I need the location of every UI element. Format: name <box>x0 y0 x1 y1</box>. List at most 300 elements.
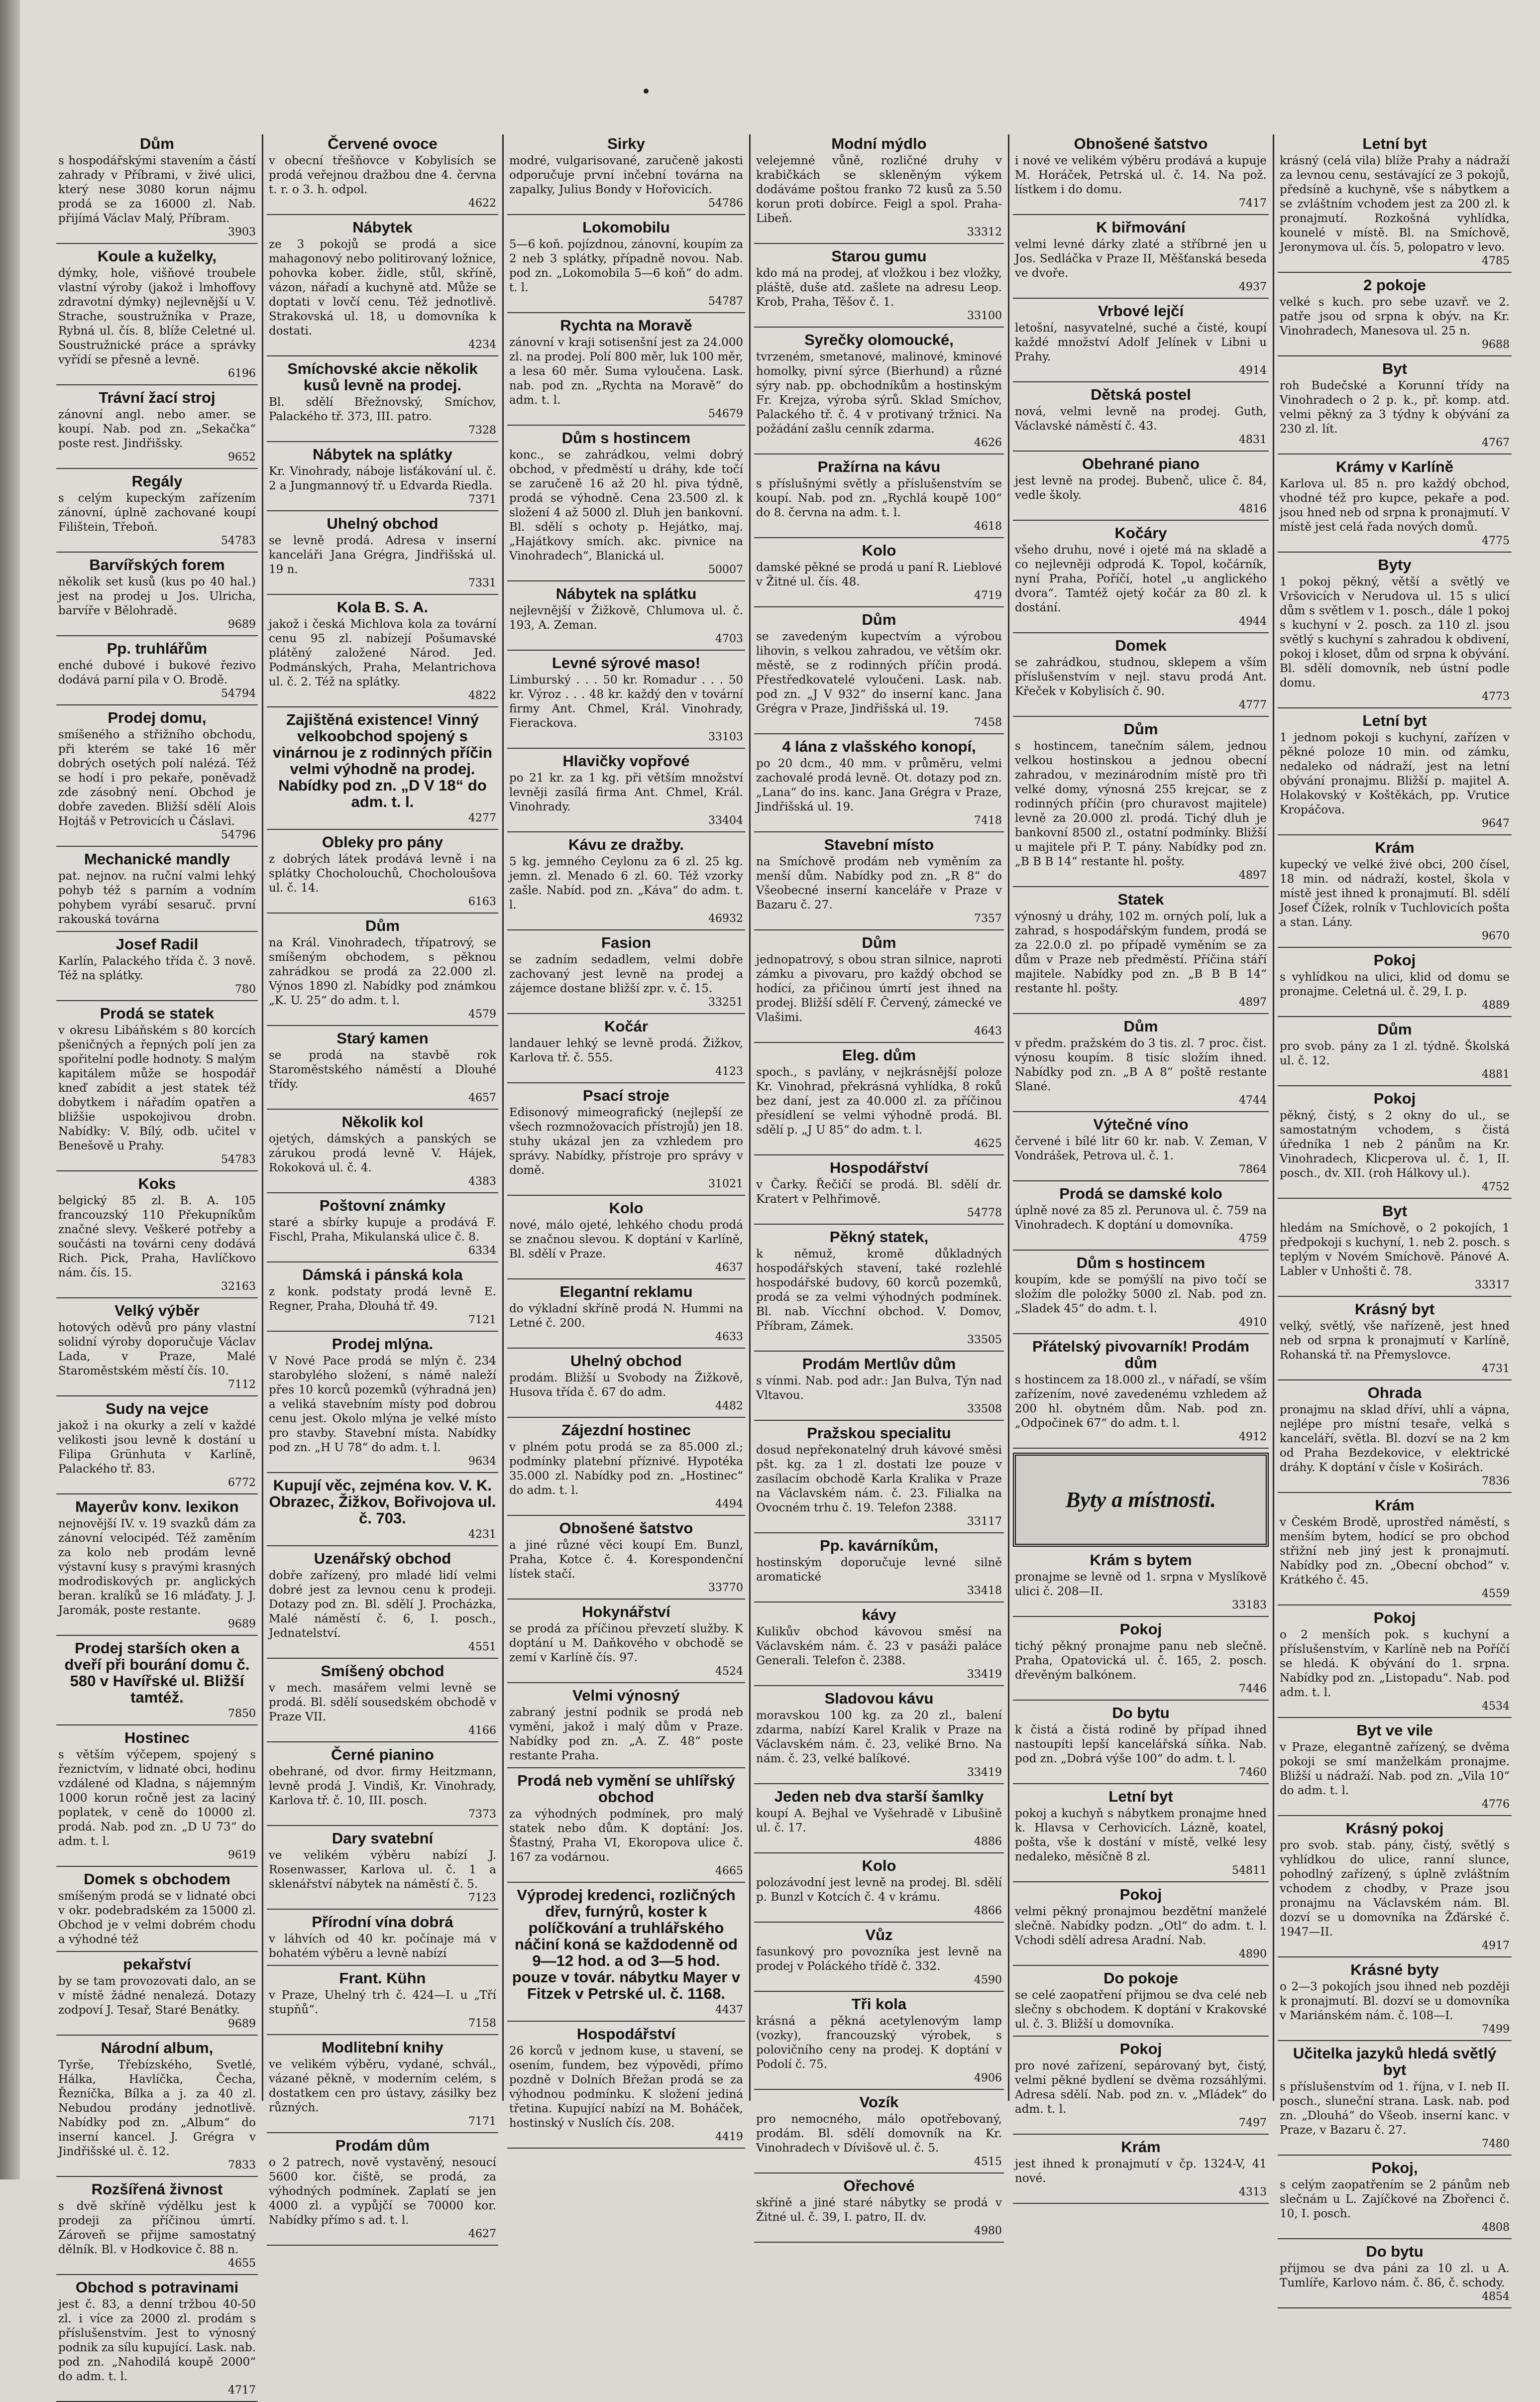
ad-heading: Sirky <box>607 135 645 152</box>
classified-ad <box>507 1199 745 1279</box>
ad-body: s celým kupeckým zařízením zánovní, úplně zachované koupí Filištein, Třeboň. <box>58 492 256 534</box>
ad-reference-number: 7121 <box>468 1314 496 1326</box>
ad-reference-number: 4231 <box>468 1528 496 1541</box>
classified-ad <box>754 835 1004 930</box>
ad-heading: Koks <box>138 1175 176 1192</box>
ad-body: zabraný jestní podnik se prodá neb vymění, jakož i malý dům v Praze. Nabídky pod zn. „A. Z. 48“ poste restante Praha. <box>509 1706 743 1762</box>
classified-ad <box>754 1424 1004 1533</box>
ad-body: Limburský . . . 50 kr. Romadur . . . 50 kr. Výroz . . . 48 kr. každý den v tovární firmy Ant. Chmel, Král. Vinohrady, Fierackova. <box>509 674 743 730</box>
ad-heading: Obehrané piano <box>1082 455 1200 472</box>
classified-ad <box>267 2136 498 2246</box>
classified-ad <box>1013 1787 1269 1882</box>
ad-heading: Byt <box>1382 1202 1407 1220</box>
ad-body: jakož i česká Michlova kola za tovární cenu 95 zl. nabízejí Pošumavské plátěný založené Národ. Jed. Podmánských, Praha, Melantrichova ul. č. 2. Též na splátky. <box>269 618 496 688</box>
ad-body: i nové ve velikém výběru prodává a kupuje M. Horáček, Petrská ul. č. 14. Na pož. lístkem i do domu. <box>1015 154 1267 196</box>
ad-body: zánovní v kraji sotisenšní jest za 24.000 zl. na prodej. Polí 800 měr, luk 100 měr, a lesa 60 měr. Suma vyloučena. Lask. nab. pod zn. „Rychta na Moravě“ do adm. t. l. <box>509 336 743 407</box>
classified-ad <box>267 1745 498 1826</box>
ad-reference-number: 33100 <box>967 310 1002 322</box>
classified-ad <box>507 752 745 832</box>
ad-body: moravskou 100 kg. za 20 zl., balení zdarma, nabízí Karel Kralik v Praze na Václavském nám. č. 23, veliké Brno. Na nám. č. 23, velké balíkové. <box>756 1709 1002 1765</box>
ad-reference-number: 4625 <box>974 1138 1002 1150</box>
ad-body: spoch., s pavlány, v nejkrásnější poloze Kr. Vinohrad, překrásná vyhlídka, 8 roků bez daní, jest za 40.000 zl. za příčinou přesídlení se velmi výhodně prodá. Bl. sdělí p. „J U 85“ do adm. t. l. <box>756 1066 1002 1137</box>
ad-body: roh Budečské a Korunní třídy na Vinohradech o 2 p. k., př. komp. atd. velmi pěkný za 3 týdny k obývání za 230 zl. lít. <box>1280 379 1510 436</box>
ad-body: Karlova ul. 85 n. pro každý obchod, vhodné též pro kupce, pekaře a pod. jsou hned neb od srpna k pronajmutí. V místě jest celá řada nových domů. <box>1280 477 1510 534</box>
classified-ad <box>1278 1819 1512 1957</box>
classified-ad <box>56 1004 258 1171</box>
ad-body: z konk. podstaty prodá levně E. Regner, Praha, Dlouhá tř. 49. <box>269 1285 496 1313</box>
ad-column-5 <box>1013 134 1269 2198</box>
classified-ad <box>1278 1089 1512 1199</box>
ad-heading: Rozšířená živnost <box>91 2180 223 2198</box>
classified-ad <box>507 835 745 930</box>
classified-ad <box>56 247 258 385</box>
ad-body: skříně a jiné staré nábytky se prodá v Žitné ul. č. 39, I. patro, II. dv. <box>756 2196 1002 2224</box>
folio-dot <box>644 89 649 94</box>
ad-body: o 2—3 pokojích jsou ihned neb později k pronajmutí. Bl. dozví se u domovníka v Mariánském nám. č. 108—I. <box>1280 1980 1510 2022</box>
ad-heading: Letní byt <box>1362 712 1427 729</box>
ad-heading: Levné sýrové maso! <box>551 654 701 672</box>
classified-ad <box>267 1113 498 1193</box>
classified-ad <box>1013 890 1269 1014</box>
ad-body: Edisonový mimeografický (nejlepší ze všech rozmnožovacích přístrojů) jen 18. stuhy ukázal jen za vzhledem pro správy. Nabídky, přístroje pro správy v domě. <box>509 1106 743 1177</box>
classified-ad <box>56 472 258 553</box>
classified-ad <box>507 2025 745 2149</box>
ad-reference-number: 780 <box>235 983 256 996</box>
ad-heading: Psací stroje <box>582 1087 670 1104</box>
ad-reference-number: 7112 <box>228 1378 256 1391</box>
ad-body: v Praze, Uhelný trh č. 424—I. u „Tří stupňů“. <box>269 1989 496 2016</box>
page-binding-edge <box>0 0 20 2179</box>
ad-heading: Kočár <box>604 1018 648 1035</box>
ad-body: jakož i na okurky a zelí v každé velikosti jsou levně k dostání u Filipa Grünhuta v Karlíně, Palackého tř. 83. <box>58 1419 256 1476</box>
ad-body: pronajme se levně od 1. srpna v Myslíkově ulici č. 208—II. <box>1015 1570 1267 1598</box>
ad-body: 5 kg. jemného Ceylonu za 6 zl. 25 kg. jemn. zl. Menado 6 zl. 60. Též vzorky zašle. Nabíd. pod zn. „Káva“ do adm. t. l. <box>509 855 743 912</box>
ad-body: pěkný, čistý, s 2 okny do ul., se samostatným vchodem, s čistá úředníka 1 neb 2 pánům na Kr. Vinohradech, Klicperova ul. č. 1, II. posch., dv. XII. (roh Hálkovy ul.). <box>1280 1109 1510 1180</box>
ad-heading: Dům <box>365 917 400 934</box>
ad-reference-number: 54787 <box>708 295 743 308</box>
ad-reference-number: 6163 <box>468 896 496 908</box>
ad-heading: Kočáry <box>1114 524 1167 542</box>
ad-reference-number: 7331 <box>468 577 496 589</box>
ad-body: s celým zaopatřením se 2 pánům neb slečnám u L. Zajíčkové na Zbořenci č. 10, I. posch. <box>1280 2178 1510 2220</box>
classified-ad <box>1278 1020 1512 1086</box>
classified-ad <box>754 2093 1004 2173</box>
ad-body: velmi levné dárky zlaté a stříbrné jen u Jos. Sedláčka v Praze II, Měšťanská beseda ve dvoře. <box>1015 238 1267 280</box>
classified-ad <box>267 1476 498 1546</box>
ad-heading: Prodá se damské kolo <box>1059 1185 1222 1202</box>
ad-heading: kávy <box>862 1606 896 1623</box>
classified-ad <box>754 247 1004 328</box>
ad-body: V Nové Pace prodá se mlýn č. 234 starobylého složení, s námě naleží přes 10 korců pozemků (výhradná jen) a veliká stavebním místy pod dobrou cenu jest. Okolo mlýna je velké místo pro stavby. Stavební místa. Nabídky pod zn. „H U 78“ do adm. t. l. <box>269 1355 496 1454</box>
ad-heading: Prodej mlýna. <box>331 1335 434 1353</box>
ad-heading: Do bytu <box>1112 1704 1170 1721</box>
classified-ad <box>1013 455 1269 521</box>
ad-heading: Byt ve vile <box>1356 1721 1433 1739</box>
ad-reference-number: 32163 <box>221 1280 256 1293</box>
classified-ad <box>267 710 498 830</box>
ad-heading: Dům <box>1377 1021 1412 1038</box>
classified-ad <box>754 1228 1004 1352</box>
ad-heading: Vůz <box>865 1926 893 1944</box>
ad-reference-number: 7864 <box>1239 1163 1267 1176</box>
ad-reference-number: 4854 <box>1482 2290 1510 2303</box>
ad-heading: Pokoj <box>1373 1609 1416 1626</box>
classified-ad <box>1278 1960 1512 2041</box>
ad-heading: Dámská i pánská kola <box>302 1266 463 1283</box>
ad-heading: Fasion <box>601 934 651 951</box>
ad-heading: Smíšený obchod <box>321 1662 444 1680</box>
classified-ad <box>1013 1885 1269 1966</box>
ad-body: pro nemocného, málo opotřebovaný, prodám. Bl. sdělí domovník na Kr. Vinohradech v Dívišově ul. č. 5. <box>756 2113 1002 2155</box>
ad-reference-number: 46932 <box>708 913 743 925</box>
ad-heading: Zájezdní hostinec <box>561 1421 691 1439</box>
classified-ad <box>56 850 258 932</box>
classified-ad <box>267 1969 498 2035</box>
ad-heading: Sladovou kávu <box>824 1690 934 1707</box>
classified-ad <box>1278 711 1512 835</box>
classified-ad <box>507 218 745 313</box>
ad-heading: Uhelný obchod <box>570 1352 682 1370</box>
ad-reference-number: 33317 <box>1475 1279 1510 1291</box>
ad-body: staré a sbírky kupuje a prodává F. Fischl, Praha, Mikulanská ulice č. 8. <box>269 1216 496 1244</box>
classified-ad <box>56 1728 258 1867</box>
classified-ad <box>507 429 745 581</box>
ad-body: pro svob. stab. pány, čistý, světlý s vyhlídkou do ulice, ranní slunce, pohodlný zařízený, s úplně zvláštním vchodem z chodby, v Praze jsou pronajmu na Václavském nám. Bl. dozví se u domovníka na Žďárské č. 1947—II. <box>1280 1839 1510 1939</box>
ad-body: s příslušenstvím od 1. října, v I. neb II. posch., sluneční strana. Lask. nab. pod zn. „Dlouhá“ do Všeob. inserní kanc. v Praze, v Bazaru č. 27. <box>1280 2080 1510 2137</box>
classified-ad <box>507 1886 745 2022</box>
ad-body: enché dubové i bukové řezivo dodává parní pila v O. Brodě. <box>58 659 256 686</box>
ad-reference-number: 7833 <box>228 2159 256 2172</box>
ad-body: s hostincem, tanečním sálem, jednou velkou hostinskou a jednou obecní zahradou, v mezinárodním místě pro tři velké domy, výnosná 255 krejcar, se z rodinných příčin (pro churavost majitele) levně za 20.000 zl. prodá. Tichý dluh je bankovní 8500 zl., ostatní podmínky. Bližší u majitele při P. T. pány. Nabídky pod zn. „B B B 14“ restante hl. pošty. <box>1015 740 1267 868</box>
ad-body: z dobrých látek prodává levně i na splátky Chocholouchů, Chocholoušova ul. č. 14. <box>269 853 496 895</box>
ad-heading: Domek <box>1115 637 1167 654</box>
ad-reference-number: 9689 <box>228 1618 256 1630</box>
classified-ad <box>1013 1254 1269 1334</box>
ad-reference-number: 4816 <box>1239 503 1267 515</box>
classified-ad <box>1013 636 1269 717</box>
ad-reference-number: 4123 <box>715 1065 743 1078</box>
ad-reference-number: 33251 <box>708 996 743 1009</box>
ad-heading: Krám <box>1121 2138 1161 2156</box>
ad-heading: Sudy na vejce <box>106 1400 209 1417</box>
ad-reference-number: 7371 <box>468 493 496 506</box>
ad-body: ve velikém výběru nabízí J. Rosenwasser, Karlova ul. č. 1 a sklenářství nábytek na náměstí č. 5. <box>269 1849 496 1891</box>
ad-body: 1 jednom pokoji s kuchyní, zařízen v pěkné poloze 10 min. od zámku, nedaleko od nádraží, jest na letní obývání pronajmu. Bližší p. majitel A. Holakovský v Koštěkách, pp. Vrutice Kropáčova. <box>1280 731 1510 816</box>
ad-reference-number: 7850 <box>228 1708 256 1720</box>
ad-reference-number: 4785 <box>1482 255 1510 267</box>
ad-heading: Nábytek na splátku <box>555 585 697 602</box>
ad-heading: Dům <box>862 934 896 951</box>
classified-ad <box>267 218 498 356</box>
classified-ad <box>1278 838 1512 948</box>
ad-body: přijmou se dva páni za 10 zl. u A. Tumlíře, Karlovo nám. č. 86, č. schody. <box>1280 2262 1510 2289</box>
ad-heading: Pokoj <box>1373 1090 1416 1107</box>
ad-reference-number: 33117 <box>967 1515 1002 1528</box>
ad-heading: Hostinec <box>124 1729 190 1746</box>
ad-reference-number: 4910 <box>1239 1316 1267 1329</box>
ad-reference-number: 54778 <box>967 1207 1002 1219</box>
classified-ad <box>754 2176 1004 2243</box>
ad-body: nové, málo ojeté, lehkého chodu prodá se značnou slevou. K doptání v Karlíně, Bl. sdělí v Praze. <box>509 1219 743 1260</box>
ad-heading: Velký výběr <box>114 1302 200 1319</box>
ad-reference-number: 4897 <box>1239 869 1267 882</box>
ad-reference-number: 4777 <box>1239 699 1267 711</box>
ad-heading: Modní mýdlo <box>831 135 927 152</box>
ad-heading: Koule a kuželky, <box>98 247 217 265</box>
classified-ad <box>507 316 745 426</box>
ad-reference-number: 7460 <box>1239 1766 1267 1779</box>
ad-reference-number: 9652 <box>228 451 256 463</box>
ad-heading: Ořechové <box>843 2177 915 2194</box>
ad-reference-number: 6196 <box>228 367 256 380</box>
ad-heading: Krámy v Karlíně <box>1335 458 1454 475</box>
ad-heading: Dary svatební <box>331 1830 434 1847</box>
classified-ad <box>56 556 258 636</box>
ad-heading: Frant. Kühn <box>339 1969 426 1987</box>
ad-reference-number: 4767 <box>1482 437 1510 449</box>
ad-reference-number: 4590 <box>974 1974 1002 1986</box>
ad-heading: Letní byt <box>1108 1787 1173 1805</box>
classified-ad <box>754 1787 1004 1853</box>
ad-body: Bl. sdělí Břežnovský, Smíchov, Palackého tř. 373, III. patro. <box>269 396 496 423</box>
ad-body: všeho druhu, nové i ojeté má na skladě a co nejlevněji odprodá K. Topol, kočárník, nyní Praha, Poříčí, hotel „u anglického dvora“. Tamtéž ojetý kočár za 80 zl. k dostání. <box>1015 544 1267 614</box>
classified-ad <box>754 1046 1004 1155</box>
ad-heading: Syrečky olomoucké, <box>804 331 954 348</box>
ad-heading: Pokoj <box>1119 1885 1162 1903</box>
ad-body: Tyrše, Třebízského, Svetlé, Hálka, Havlíčka, Čecha, Řezníčka, Bílka a j. za 40 zl. Nebudou prodány jednotlivě. Nabídky pod zn. „Album“ do inserní kancel. J. Grégra v Jindřišské ul. č. 12. <box>58 2059 256 2158</box>
ad-body: o 2 menších pok. s kuchyní a příslušenstvím, v Karlíně neb na Poříčí se hledá. K obývání do 1. srpna. Nabídky pod zn. „Listopadu“. Nab. pod adm. t. l. <box>1280 1628 1510 1699</box>
ad-heading: Dům s hostincem <box>561 429 691 447</box>
ad-reference-number: 54786 <box>708 197 743 210</box>
ad-column-2 <box>267 134 498 2240</box>
ad-reference-number: 4482 <box>715 1400 743 1412</box>
ad-heading: Hlavičky vopřové <box>562 752 690 770</box>
ad-heading: Krám s bytem <box>1090 1551 1192 1569</box>
classified-ad <box>754 458 1004 538</box>
classified-ad <box>507 933 745 1014</box>
classified-ad <box>754 331 1004 455</box>
ad-reference-number: 7328 <box>468 424 496 437</box>
ad-body: ojetých, dámských a panských se zárukou prodá levně V. Hájek, Rokoková ul. č. 4. <box>269 1133 496 1174</box>
ad-heading: Eleg. dům <box>842 1046 916 1064</box>
classified-ad <box>507 134 745 215</box>
ad-body: k němuž, kromě důkladných hospodářských stavení, také rozlehlé hospodářské budovy, 60 korců pozemků, prodá se za velmi výhodných podmínek. Bl. nab. Vícchní obchod. V. Domov, Příbram, Zámek. <box>756 1248 1002 1333</box>
classified-ad <box>267 1549 498 1659</box>
ad-reference-number: 7836 <box>1482 1475 1510 1487</box>
ad-heading: Několik kol <box>341 1113 424 1131</box>
ad-body: pro nové zařízení, sepárovaný byt, čistý, velmi pěkné bydlení se dvěma rozsáhlými. Adresa sdělí. Nab. pod zn. v. „Mládek“ do adm. t. l. <box>1015 2059 1267 2116</box>
ad-body: smíšeným prodá se v lidnaté obci v okr. podebradském za 15000 zl. Obchod je v velmi dobrém chodu a výhodné též <box>58 1890 256 1946</box>
ad-body: jest ihned k pronajmutí v čp. 1324-V, 41 nové. <box>1015 2157 1267 2185</box>
ad-body: Kulikův obchod kávovou směsí na Václavském nám. č. 23 v pasáži paláce Generali. Telefon č. 2388. <box>756 1625 1002 1667</box>
ad-heading: Byty a místnosti. <box>1065 1487 1216 1512</box>
ad-reference-number: 4559 <box>1482 1588 1510 1600</box>
ad-reference-number: 7480 <box>1482 2138 1510 2150</box>
ad-heading: Dětská postel <box>1091 386 1191 403</box>
classified-ad <box>1278 1721 1512 1816</box>
ad-reference-number: 4515 <box>974 2156 1002 2168</box>
ad-heading: Byt <box>1382 360 1407 377</box>
ad-heading: Kola B. S. A. <box>336 598 429 616</box>
ad-heading: Nábytek na splátky <box>313 446 452 463</box>
classified-ad <box>1013 218 1269 299</box>
ad-reference-number: 4437 <box>715 2004 743 2016</box>
ad-heading: Regály <box>131 472 183 490</box>
ad-reference-number: 9647 <box>1482 817 1510 830</box>
classified-ad <box>754 1605 1004 1686</box>
ad-reference-number: 33404 <box>708 814 743 827</box>
ad-reference-number: 4419 <box>715 2131 743 2143</box>
ad-heading: 2 pokoje <box>1363 276 1426 294</box>
ad-reference-number: 7158 <box>468 2017 496 2030</box>
ad-reference-number: 31021 <box>708 1178 743 1190</box>
ad-heading: Zajištěná existence! Vinný velkoobchod spojený s vinárnou je z rodinných příčin velmi výhodně na prodej. Nabídky pod zn. „D V 18“ do adm. t. l. <box>273 711 492 810</box>
ad-reference-number: 7357 <box>974 913 1002 925</box>
ad-reference-number: 4808 <box>1482 2221 1510 2234</box>
classified-ad <box>507 1771 745 1883</box>
ad-reference-number: 4980 <box>974 2225 1002 2237</box>
ad-reference-number: 9634 <box>468 1455 496 1468</box>
classified-ad <box>754 1926 1004 1992</box>
ad-body: nová, velmi levně na prodej. Guth, Václavské náměstí č. 43. <box>1015 405 1267 433</box>
ad-reference-number: 7123 <box>468 1892 496 1904</box>
ad-reference-number: 4822 <box>468 689 496 702</box>
classified-ad <box>56 708 258 847</box>
ad-body: Karlín, Palackého třída č. 3 nově. Též na splátky. <box>58 955 256 982</box>
classified-ad <box>1278 276 1512 356</box>
classified-ad <box>507 1686 745 1768</box>
classified-ad <box>267 916 498 1026</box>
ad-reference-number: 4534 <box>1482 1700 1510 1713</box>
ad-heading: Kolo <box>862 542 896 559</box>
ad-heading: Výtečné víno <box>1093 1116 1189 1133</box>
classified-ad <box>754 737 1004 832</box>
classified-ad <box>56 1497 258 1636</box>
ad-heading: Obnošené šatstvo <box>1074 135 1208 152</box>
classified-ad <box>1278 1608 1512 1718</box>
ad-body: Kr. Vinohrady, náboje lisťákování ul. č. 2 a Jungmannový tř. u Edvarda Riedla. <box>269 465 496 492</box>
ad-reference-number: 4643 <box>974 1025 1002 1037</box>
ad-reference-number: 4776 <box>1482 1798 1510 1811</box>
ad-reference-number: 4277 <box>468 812 496 824</box>
classified-ad <box>56 1870 258 1952</box>
ad-body: se celé zaopatření přijmou se dva celé neb slečny s obchodem. K doptání v Krakovské ul. č. 3. Bližší u domovníka. <box>1015 1988 1267 2031</box>
ad-body: k čistá a čistá rodině by případ ihned nastoupíti lepší kancelářská síňka. Nab. pod zn. „Dobrá výše 100“ do adm. t. l. <box>1015 1723 1267 1765</box>
ad-body: dosud nepřekonatelný druh kávové směsi pšt. kg. za 1 zl. dostati lze pouze v zasílacím obchodě Karla Kralika v Praze na Václavském nám. č. 23. Filialka na Ovocném trhu č. 19. Telefon 2388. <box>756 1444 1002 1514</box>
ad-body: kupecký ve velké živé obci, 200 čísel, 18 min. od nádraží, kostel, škola v místě jest ihned k pronajmutí. Bl. sdělí Josef Čížek, rolník v Tuchlovicích pošta a stan. Lány. <box>1280 858 1510 929</box>
classified-ad <box>1278 1300 1512 1380</box>
ad-reference-number: 4906 <box>974 2072 1002 2084</box>
classified-ad <box>754 1536 1004 1602</box>
ad-body: s vyhlídkou na ulici, klid od domu se pronajme. Celetná ul. č. 29, I. p. <box>1280 971 1510 998</box>
ad-body: fasunkový pro povozníka jest levně na prodej v Poláckého třídě č. 332. <box>756 1945 1002 1973</box>
ad-body: s větším výčepem, spojený s řeznictvím, v lidnaté obci, hodinu vzdálené od Kladna, s nájemným 1000 korun ročně jest za laciný poplatek, v ceně do 10000 zl. prodá. Nab. pod zn. „D U 73“ do adm. t. l. <box>58 1748 256 1848</box>
ad-body: v okresu Libáňském s 80 korcích pšeničných a řepných polí jen za spořitelní podle hodnoty. S malým kapitálem může se hospodář kneď zabídit a jest statek též dobytkem i nářadím opatřen a bližšie uspokojivou drobn. Nabídky: V. Bílý, odb. učitel v Benešově u Prahy. <box>58 1024 256 1152</box>
ad-heading: Byty <box>1378 556 1412 573</box>
classified-ad <box>754 933 1004 1043</box>
ad-heading: Kávu ze dražby. <box>568 836 684 853</box>
ad-heading: Trávní žací stroj <box>99 389 216 406</box>
classified-ad <box>1013 524 1269 633</box>
classified-ad <box>507 1602 745 1683</box>
classified-ad <box>267 1662 498 1742</box>
ad-body: v Českém Brodě, uprostřed náměstí, s menším bytem, hodící se pro obchod střižní neb jiný jest k pronajmutí. Nabídky pod zn. „Obecní obchod“ v. Krátkého č. 45. <box>1280 1516 1510 1587</box>
ad-reference-number: 4866 <box>974 1905 1002 1917</box>
ad-reference-number: 9688 <box>1482 339 1510 351</box>
ad-heading: Přírodní vína dobrá <box>312 1913 453 1931</box>
ad-body: v mech. masářem velmi levně se prodá. Bl. sdělí sousedském obchodě v Praze VII. <box>269 1682 496 1723</box>
ad-reference-number: 4773 <box>1482 690 1510 703</box>
classified-ad <box>507 1017 745 1083</box>
ad-body: ze 3 pokojů se prodá a sice mahagonový nebo politirovaný ložnice, pohovka kober. židle, stůl, skříně, vázon, nářadí a kuchyně atd. Může se doptati v lovčí cenu. Též jednotlivě. Strakovská ul. 18, u domovníka k dostati. <box>269 238 496 338</box>
ad-body: landauer lehký se levně prodá. Žižkov, Karlova tř. č. 555. <box>509 1037 743 1064</box>
ad-reference-number: 4752 <box>1482 1181 1510 1193</box>
ad-reference-number: 9619 <box>228 1849 256 1861</box>
ad-body: velké s kuch. pro sebe uzavř. ve 2. patře jsou od srpna k obýv. na Kr. Vinohradech, Manesova ul. 25 n. <box>1280 296 1510 338</box>
classified-ad <box>267 2038 498 2133</box>
classified-ad <box>754 1158 1004 1225</box>
classified-ad <box>56 1399 258 1494</box>
ad-reference-number: 50007 <box>708 564 743 576</box>
ad-body: koupím, kde se pomýšlí na pivo točí se složím dle položky 5000 zl. Nab. pod zn. „Sladek 45“ do adm. t. l. <box>1015 1273 1267 1315</box>
classified-ad <box>1278 1383 1512 1493</box>
classified-ad <box>754 1355 1004 1421</box>
ad-reference-number: 4717 <box>228 2384 256 2397</box>
ad-body: smíšeného a střižního obchodu, při kterém se také 16 měr dobrých osetých polí nalézá. Též se hodí i pro pekaře, poněvadž zde zásobný není. Obchod je dobře zaveden. Bližší sdělí Alois Hojtáš v Petrovicích u Čáslavi. <box>58 728 256 828</box>
ad-heading: Hospodářství <box>829 1159 929 1176</box>
classified-ad <box>267 445 498 511</box>
classified-ad <box>56 1639 258 1725</box>
ad-body: s hostincem za 18.000 zl., v nářadí, se vším zařízením, nové zavedenému vzhledem až 200 hl. obytném dům. Nab. pod zn. „Odpočinek 67“ do adm. t. l. <box>1015 1373 1267 1430</box>
ad-body: jednopatrový, s obou stran silnice, naproti zámku a pivovaru, pro každý obchod se hodící, za přičinou úmrtí jest ihned na prodej. Bližší sdělí F. Červený, zámecké ve Vlašimi. <box>756 953 1002 1024</box>
classified-ad <box>1013 385 1269 452</box>
classified-ad <box>507 1282 745 1349</box>
ad-heading: Rychta na Moravě <box>560 317 692 334</box>
column-rule <box>1273 134 1274 2101</box>
ad-heading: Josef Radil <box>115 935 199 953</box>
ad-body: pro svob. pány za 1 zl. týdně. Školská ul. č. 12. <box>1280 1040 1510 1067</box>
classified-ad <box>1278 2242 1512 2308</box>
ad-heading: Modlitební knihy <box>322 2039 443 2056</box>
classified-ad <box>1278 2159 1512 2239</box>
ad-body: velmi pěkný pronajmou bezdětní manželé slečně. Nabídky podzn. „Otl“ do adm. t. l. Vchodi sdělí adresa Aradní. Nab. <box>1015 1905 1267 1947</box>
ad-heading: Pokoj, <box>1371 2159 1418 2176</box>
ad-body: po 20 dcm., 40 mm. v průměru, velmi zachovalé prodá levně. Ot. dotazy pod zn. „Lana“ do ins. kanc. Jana Grégra v Praze, Jindřišská ul. 19. <box>756 757 1002 813</box>
ad-heading: Pp. truhlářům <box>107 640 208 657</box>
ad-reference-number: 33419 <box>967 1766 1002 1779</box>
classified-ad <box>56 1301 258 1396</box>
ad-reference-number: 4944 <box>1239 615 1267 628</box>
classified-ad <box>1013 1551 1269 1617</box>
ad-heading: Statek <box>1117 891 1164 908</box>
ad-heading: Hokynářství <box>582 1603 670 1620</box>
classified-ad <box>754 134 1004 244</box>
ad-heading: Černé pianino <box>331 1746 434 1763</box>
classified-ad <box>1278 2044 1512 2156</box>
ad-heading: Červené ovoce <box>328 135 438 152</box>
ad-heading: Výprodej kredenci, rozličných dřev, furnýrů, koster k políčkování a truhlářského náčiní koná se každodenně od 9—12 hod. a od 3—5 hod. pouze v továr. nábytku Mayer v Fitzek v Petrské ul. č. 1168. <box>512 1886 741 2002</box>
ad-reference-number: 4886 <box>974 1835 1002 1848</box>
ad-body: se zahrádkou, studnou, sklepem a vším příslušenstvím v nejl. stavu prodá Ant. Křeček v Kobylisích č. 90. <box>1015 656 1267 698</box>
ad-reference-number: 33183 <box>1232 1599 1267 1611</box>
ad-column-1 <box>56 134 258 2397</box>
ad-heading: Pražírna na kávu <box>817 458 941 475</box>
ad-heading: Nábytek <box>352 219 413 236</box>
ad-heading: Národní album, <box>101 2039 214 2057</box>
ad-reference-number: 4551 <box>468 1641 496 1653</box>
ad-reference-number: 3903 <box>228 226 256 238</box>
ad-body: 26 korců v jednom kuse, u stavení, se osením, fundem, bez výpovědi, přímo pozdně v Dolních Břežan prodá se za výhodnou podmínku. K složení jediná třetina. Kupující nabízí na M. Boháček, hostinský v Nuslích čís. 208. <box>509 2045 743 2130</box>
